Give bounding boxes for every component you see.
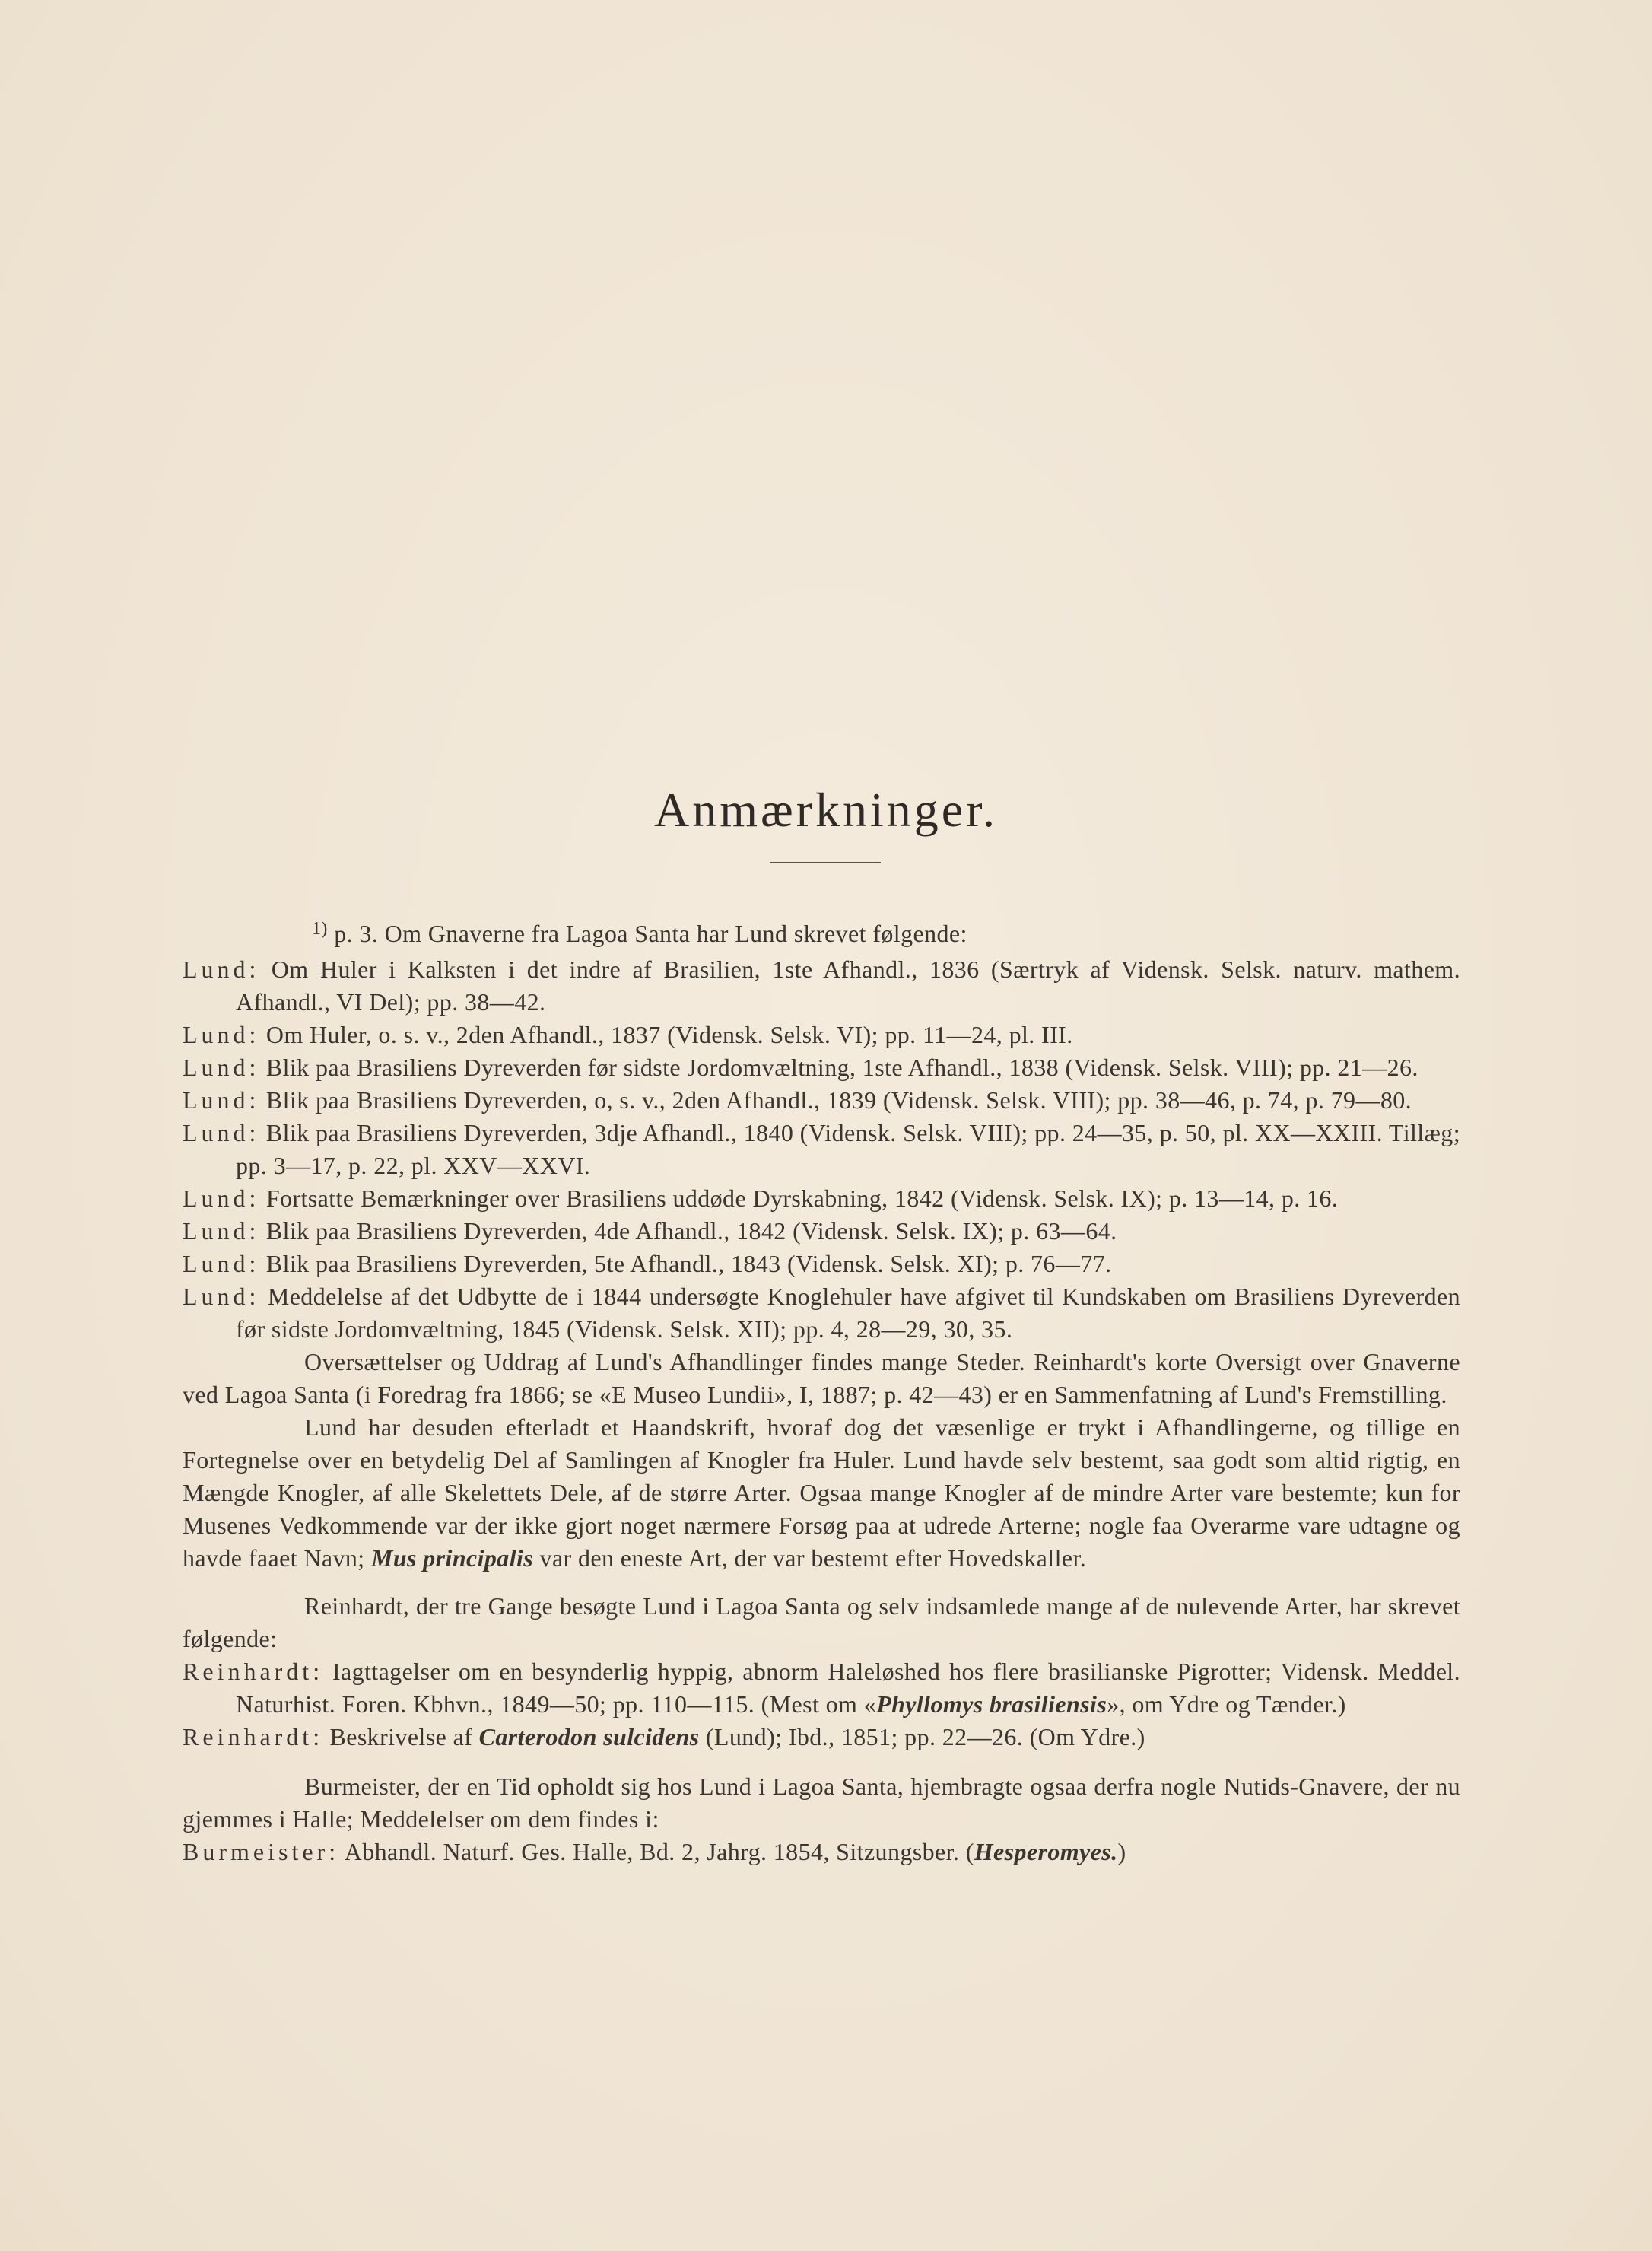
lund-ref (183, 1051, 1460, 1084)
species-name: Hesperomyes. (974, 1838, 1118, 1865)
lund-ref (183, 1182, 1460, 1215)
footnote-marker: 1) (312, 919, 328, 939)
ref-text: Fortsatte Bemærkninger over Brasiliens uddøde Dyrskabning, 1842 (Vidensk. Selsk. IX); p. 13—14, p. 16. (265, 1184, 1339, 1212)
paragraph-text: var den eneste Art, der var bestemt efter Hovedskaller. (533, 1544, 1087, 1572)
ref-text: (Lund); Ibd., 1851; pp. 22—26. (Om Ydre.) (699, 1723, 1145, 1750)
ref-author: Lund: (183, 955, 260, 983)
ref-text: Meddelelse af det Udbytte de i 1844 undersøgte Knoglehuler have afgivet til Kundskaben om Brasiliens Dyreverden før sidste Jordomvæltning, 1845 (Vidensk. Selsk. XII); pp. 4, 28—29, 30, 35. (236, 1283, 1460, 1343)
ref-author: Reinhardt: (183, 1723, 324, 1750)
species-name: Phyllomys brasiliensis (876, 1690, 1107, 1718)
lund-ref (183, 1117, 1460, 1182)
ref-text: Om Huler, o. s. v., 2den Afhandl., 1837 (Vidensk. Selsk. VI); pp. 11—24, pl. III. (265, 1021, 1073, 1048)
ref-author: Burmeister: (183, 1838, 340, 1865)
footnote-heading (183, 913, 1460, 950)
ref-text: Om Huler i Kalksten i det indre af Brasilien, 1ste Afhandl., 1836 (Særtryk af Vidensk. Selsk. naturv. mathem. Afhandl., VI Del); pp. 38—42. (236, 955, 1460, 1016)
ref-author: Lund: (183, 1283, 260, 1310)
title-divider (770, 862, 881, 863)
notes-body (183, 913, 1460, 1868)
paragraph-oversaettelser: Oversættelser og Uddrag af Lund's Afhandlinger findes mange Steder. Reinhardt's korte Oversigt over Gnaverne ved Lagoa Santa (i Foredrag fra 1866; se «E Museo Lundii», I, 1887; p. 42—43) er en Sammenfatning af Lund's Fremstilling. (183, 1348, 1460, 1408)
lund-ref (183, 953, 1460, 1019)
ref-author: Reinhardt: (183, 1658, 324, 1685)
ref-author: Lund: (183, 1119, 260, 1146)
page-title: Anmærkninger. (654, 782, 998, 837)
ref-text: Blik paa Brasiliens Dyreverden før sidste Jordomvæltning, 1ste Afhandl., 1838 (Vidensk. Selsk. VIII); pp. 21—26. (265, 1054, 1418, 1081)
ref-text: Blik paa Brasiliens Dyreverden, 4de Afhandl., 1842 (Vidensk. Selsk. IX); p. 63—64. (265, 1217, 1117, 1245)
ref-text: ) (1117, 1838, 1126, 1865)
ref-text: Blik paa Brasiliens Dyreverden, o, s. v., 2den Afhandl., 1839 (Vidensk. Selsk. VIII); pp. 38—46, p. 74, p. 79—80. (265, 1086, 1412, 1114)
paragraph-haandskrift (183, 1411, 1460, 1575)
ref-text: », om Ydre og Tænder.) (1107, 1690, 1346, 1718)
lund-ref (183, 1280, 1460, 1346)
ref-text: Blik paa Brasiliens Dyreverden, 3dje Afhandl., 1840 (Vidensk. Selsk. VIII); pp. 24—35, p. 50, pl. XX—XXIII. Tillæg; pp. 3—17, p. 22, pl. XXV—XXVI. (236, 1119, 1460, 1179)
reinhardt-ref (183, 1721, 1460, 1753)
lund-ref (183, 1019, 1460, 1051)
ref-author: Lund: (183, 1054, 260, 1081)
ref-text: Abhandl. Naturf. Ges. Halle, Bd. 2, Jahrg. 1854, Sitzungsber. ( (344, 1838, 974, 1865)
paragraph-text: Lund har desuden efterladt et Haandskrift, hvoraf dog det væsenlige er trykt i Afhandlingerne, og tillige en Fortegnelse over en betydelig Del af Samlingen af Knogler fra Huler. Lund havde selv bestemt, saa godt som altid rigtig, en Mængde Knogler, af alle Skelettets Dele, af de større Arter. Ogsaa mange Knogler af de mindre Arter vare bestemte; kun for Musenes Vedkommende var der ikke gjort noget nærmere Forsøg paa at udrede Arterne; nogle faa Overarme vare udtagne og havde faaet Navn; (183, 1413, 1460, 1572)
lund-ref (183, 1248, 1460, 1280)
ref-author: Lund: (183, 1250, 260, 1277)
reinhardt-ref (183, 1655, 1460, 1721)
footnote-text: p. 3. Om Gnaverne fra Lagoa Santa har Lund skrevet følgende: (334, 920, 967, 947)
ref-text: Blik paa Brasiliens Dyreverden, 5te Afhandl., 1843 (Vidensk. Selsk. XI); p. 76—77. (265, 1250, 1112, 1277)
ref-author: Lund: (183, 1086, 260, 1114)
species-name: Mus principalis (370, 1544, 534, 1572)
ref-text: Beskrivelse af (329, 1723, 479, 1750)
paragraph-reinhardt: Reinhardt, der tre Gange besøgte Lund i Lagoa Santa og selv indsamlede mange af de nulevende Arter, har skrevet følgende: (183, 1592, 1460, 1652)
ref-author: Lund: (183, 1217, 260, 1245)
paragraph-burmeister: Burmeister, der en Tid opholdt sig hos Lund i Lagoa Santa, hjembragte ogsaa derfra nogle Nutids-Gnavere, der nu gjemmes i Halle; Meddelelser om dem findes i: (183, 1773, 1460, 1833)
ref-text: Iagttagelser om en besynderlig hyppig, abnorm Haleløshed hos flere brasilianske Pigrotter; Vidensk. Meddel. Naturhist. Foren. Kbhvn., 1849—50; pp. 110—115. (Mest om « (236, 1658, 1460, 1718)
ref-author: Lund: (183, 1184, 260, 1212)
ref-author: Lund: (183, 1021, 260, 1048)
lund-ref (183, 1084, 1460, 1117)
species-name: Carterodon sulcidens (478, 1723, 700, 1750)
lund-ref (183, 1215, 1460, 1248)
burmeister-ref (183, 1836, 1460, 1868)
